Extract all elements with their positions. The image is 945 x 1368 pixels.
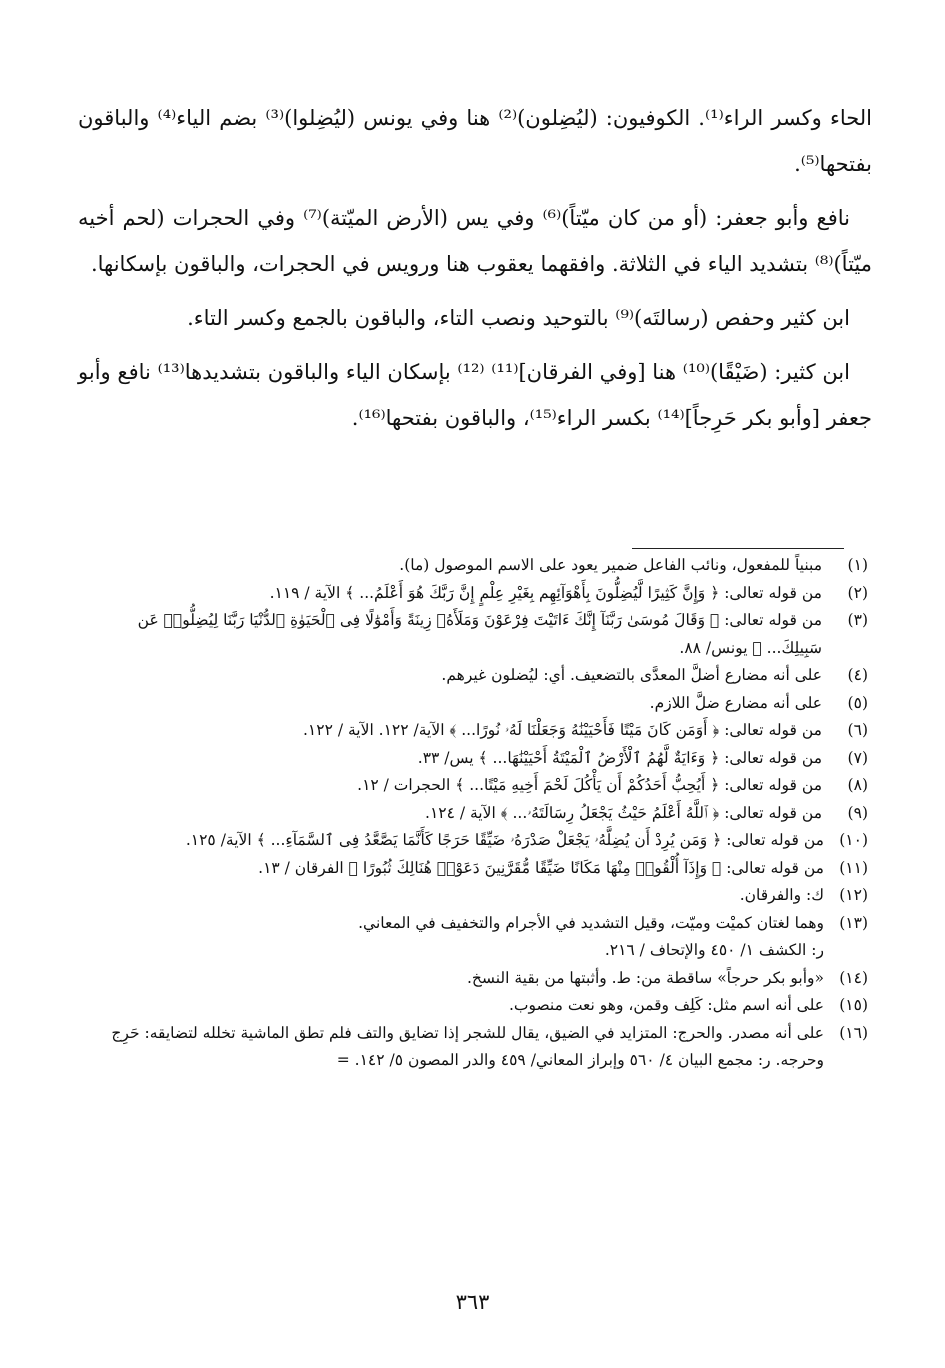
footnote-number: (١٤)	[839, 968, 868, 987]
footnote-4	[78, 662, 868, 690]
footnote-text	[78, 910, 824, 965]
footnote-text: من قوله تعالى: ﴿ أَيُحِبُّ أَحَدُكُمْ أَن يَأْكُلَ لَحْمَ أَخِيهِ مَيْتًا... ﴾ الحجرات / ١٢.	[357, 776, 822, 794]
footnote-text: على أنه مضارع ضلَّ اللازم.	[649, 693, 822, 712]
footnote-6	[78, 717, 868, 745]
footnote-number: (٥)	[847, 693, 868, 712]
footnote-3	[78, 607, 868, 662]
footnote-number: (٧)	[847, 748, 868, 767]
footnote-text: على أنه اسم مثل: كَلِف وقمن، وهو نعت منصوب.	[508, 996, 824, 1014]
footnote-text: من قوله تعالى: ﴿ وَإِنَّ كَثِيرًا لَّيُضِلُّونَ بِأَهْوَآئِهِم بِغَيْرِ عِلْمٍ إِنَّ رَبَّكَ هُوَ أَعْلَمُ... ﴾ الآية / ١١٩.	[269, 583, 822, 602]
footnote-text: من قوله تعالى: ﴿ وَإِذَآ أُلْقُوا۟ مِنْهَا مَكَانًا ضَيِّقًا مُّقَرَّنِينَ دَعَوْا۟ هُنَالِكَ ثُبُورًا ﴾ الفرقان / ١٣.	[258, 858, 824, 877]
footnote-9	[78, 800, 868, 828]
footnote-12	[78, 882, 868, 910]
footnote-2	[78, 580, 868, 608]
footnote-text: على أنه مصدر. والحرج: المتزايد في الضيق، يقال للشجر إذا تضايق والتف فلم تطق الماشية تخلله لتضايقه: حَرِج وحرجه. ر: مجمع البيان ٤/ ٥٦٠ وإبراز المعاني/ ٤٥٩ والدر المصون ٥/ ١٤٢. =	[111, 1023, 824, 1069]
main-paragraph-4: ابن كثير: (ضَيْقًا)⁽¹⁰⁾ هنا [وفي الفرقان]⁽¹¹⁾ ⁽¹²⁾ بإسكان الياء والباقون بتشديدها⁽¹³⁾ نافع وأبو جعفر [وأبو بكر حَرِجاً]⁽¹⁴⁾ بكسر الراء⁽¹⁵⁾، والباقون بفتحها⁽¹⁶⁾.	[78, 360, 872, 430]
footnote-13	[78, 910, 868, 965]
footnote-14	[78, 965, 868, 993]
main-paragraph-3: ابن كثير وحفص (رسالتَه)⁽⁹⁾ بالتوحيد ونصب التاء، والباقون بالجمع وكسر التاء.	[187, 306, 850, 330]
footnote-7	[78, 745, 868, 773]
footnote-separator	[632, 548, 844, 549]
main-text	[78, 95, 872, 449]
footnote-number: (٨)	[847, 776, 868, 794]
footnote-16	[78, 1020, 868, 1075]
footnote-number: (١٦)	[839, 1023, 868, 1042]
footnote-text: من قوله تعالى: ﴿ ٱللَّهُ أَعْلَمُ حَيْثُ يَجْعَلُ رِسَالَتَهُۥ... ﴾ الآية / ١٢٤.	[425, 803, 822, 822]
footnote-number: (١٠)	[839, 831, 868, 849]
footnote-number: (١٣)	[839, 913, 868, 932]
footnote-text: على أنه مضارع أضلَّ المعدَّى بالتضعيف. أي: ليُضلون غيرهم.	[441, 666, 822, 684]
footnote-8	[78, 772, 868, 800]
footnote-number: (١)	[847, 556, 868, 574]
footnote-text: مبنياً للمفعول، ونائب الفاعل ضمير يعود على الاسم الموصول (ما).	[399, 556, 822, 574]
footnote-text: من قوله تعالى: ﴿ وَمَن يُرِدْ أَن يُضِلَّهُۥ يَجْعَلْ صَدْرَهُۥ ضَيِّقًا حَرَجًا كَأَنَّمَا يَصَّعَّدُ فِى ٱلسَّمَآءِ... ﴾ الآية/ ١٢٥.	[185, 831, 824, 849]
footnote-text: من قوله تعالى: ﴿ وَقَالَ مُوسَىٰ رَبَّنَآ إِنَّكَ ءَاتَيْتَ فِرْعَوْنَ وَمَلَأَهُۥ زِينَةً وَأَمْوَٰلًا فِى ٱلْحَيَوٰةِ ٱلدُّنْيَا رَبَّنَا لِيُضِلُّوا۟ عَن سَبِيلِكَ... ﴾ يونس/ ٨٨.	[137, 611, 822, 657]
footnote-number: (١٥)	[839, 996, 868, 1014]
footnote-5	[78, 690, 868, 718]
footnote-number: (٦)	[847, 721, 868, 739]
footnote-text: من قوله تعالى: ﴿ أَوَمَن كَانَ مَيْتًا فَأَحْيَيْنَٰهُ وَجَعَلْنَا لَهُۥ نُورًا... ﴾ الآية/ ١٢٢. الآية / ١٢٢.	[302, 721, 822, 739]
footnotes	[78, 552, 868, 1075]
footnote-10	[78, 827, 868, 855]
main-paragraph-1: الحاء وكسر الراء⁽¹⁾. الكوفيون: (ليُضِلون)⁽²⁾ هنا وفي يونس (ليُضِلوا)⁽³⁾ بضم الياء⁽⁴⁾ والباقون بفتحها⁽⁵⁾.	[78, 106, 873, 176]
footnote-text-line: وهما لغتان كميْت وميّت، وقيل التشديد في الأجرام والتخفيف في المعاني.	[358, 913, 824, 932]
footnote-11	[78, 855, 868, 883]
footnote-number: (١٢)	[839, 886, 868, 904]
footnote-text: ك: والفرقان.	[739, 886, 824, 904]
footnote-number: (٤)	[847, 666, 868, 684]
footnote-number: (٣)	[847, 611, 868, 629]
footnote-1	[78, 552, 868, 580]
main-paragraph-2: نافع وأبو جعفر: (أو من كان ميّتاً)⁽⁶⁾ وفي يس (الأرض الميّتة)⁽⁷⁾ وفي الحجرات (لحم أخيه ميّتاً)⁽⁸⁾ بتشديد الياء في الثلاثة. وافقهما يعقوب هنا ورويس في الحجرات، والباقون بإسكانها.	[78, 206, 872, 276]
footnote-reference: ر: الكشف ١/ ٤٥٠ والإتحاف / ٢١٦.	[604, 941, 824, 959]
page-number: ٣٦٣	[455, 1290, 490, 1314]
footnote-number: (٢)	[847, 583, 868, 602]
footnote-15	[78, 992, 868, 1020]
footnote-number: (١١)	[839, 858, 868, 877]
footnote-text: «وأبو بكر حرجاً» ساقطة من: ط. وأثبتها من بقية النسخ.	[466, 968, 824, 987]
footnote-text: من قوله تعالى: ﴿ وَءَايَةٌ لَّهُمُ ٱلْأَرْضُ ٱلْمَيْتَةُ أَحْيَيْنَٰهَا... ﴾ يس/ ٣٣.	[417, 748, 822, 767]
footnote-number: (٩)	[847, 803, 868, 822]
